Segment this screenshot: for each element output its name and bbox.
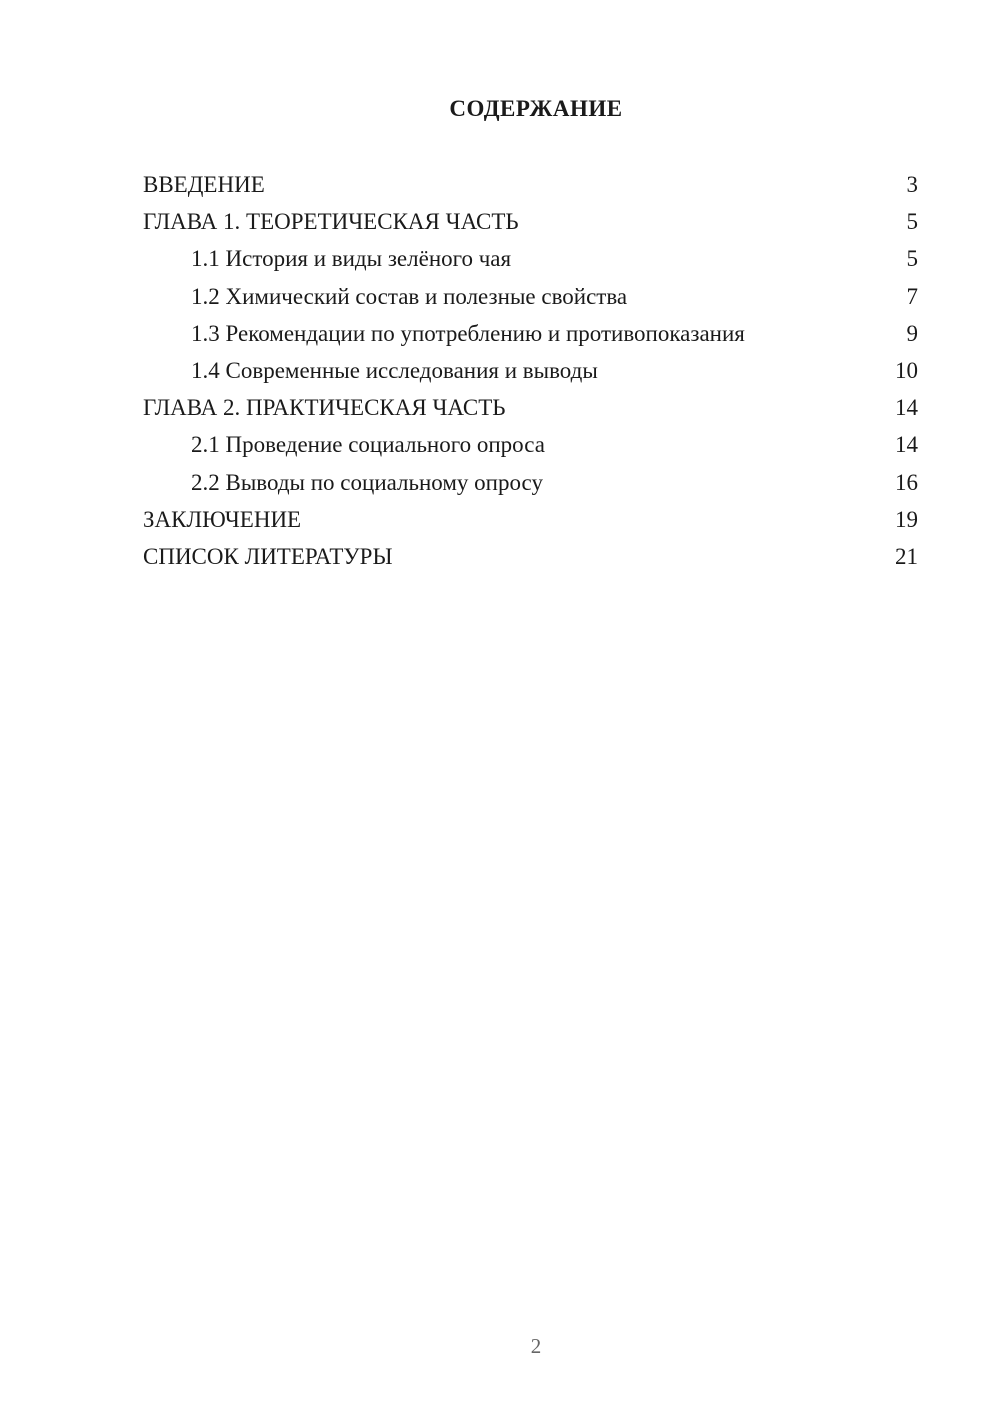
toc-entry-text: 1.1 История и виды зелёного чая (191, 246, 512, 272)
toc-entry-page: 14 (895, 395, 918, 421)
toc-entry-text: 2.1 Проведение социального опроса (191, 432, 545, 458)
toc-entry-section-2-1[interactable] (143, 426, 918, 463)
toc-entry-section-2-2[interactable] (143, 464, 918, 501)
toc-entry-page: 3 (906, 172, 918, 197)
toc-entry-text: 1.3 Рекомендации по употреблению и противопоказания (191, 320, 745, 346)
toc-entry-text: ЗАКЛЮЧЕНИЕ (143, 506, 302, 532)
toc-entry-text: СПИСОК ЛИТЕРАТУРЫ (143, 543, 393, 569)
table-of-contents (143, 166, 918, 575)
toc-entry-text: 2.2 Выводы по социальному опросу (191, 469, 543, 495)
toc-entry-text: 1.4 Современные исследования и выводы (191, 357, 598, 383)
toc-entry-text: ГЛАВА 1. ТЕОРЕТИЧЕСКАЯ ЧАСТЬ (143, 209, 519, 235)
page-number: 2 (530, 1334, 542, 1358)
toc-entry-references[interactable] (143, 538, 918, 575)
toc-entry-chapter-2[interactable] (143, 389, 918, 426)
toc-entry-page: 16 (895, 469, 918, 495)
toc-entry-page: 10 (895, 357, 918, 383)
toc-entry-section-1-3[interactable] (143, 315, 918, 352)
toc-entry-introduction[interactable] (143, 166, 918, 203)
toc-entry-section-1-2[interactable] (143, 278, 918, 315)
toc-entry-chapter-1[interactable] (143, 203, 918, 240)
toc-entry-page: 5 (906, 246, 918, 272)
toc-entry-text: ГЛАВА 2. ПРАКТИЧЕСКАЯ ЧАСТЬ (143, 395, 506, 421)
toc-entry-conclusion[interactable] (143, 501, 918, 538)
toc-entry-text: ВВЕДЕНИЕ (143, 172, 265, 197)
toc-entry-section-1-4[interactable] (143, 352, 918, 389)
toc-entry-page: 21 (895, 543, 918, 569)
toc-entry-page: 14 (895, 432, 918, 458)
toc-entry-section-1-1[interactable] (143, 240, 918, 277)
toc-entry-text: 1.2 Химический состав и полезные свойства (191, 283, 628, 309)
toc-entry-page: 9 (906, 320, 918, 346)
toc-entry-page: 5 (906, 209, 918, 235)
toc-entry-page: 19 (895, 506, 918, 532)
toc-title: СОДЕРЖАНИЕ (449, 96, 623, 121)
toc-entry-page: 7 (906, 283, 918, 309)
